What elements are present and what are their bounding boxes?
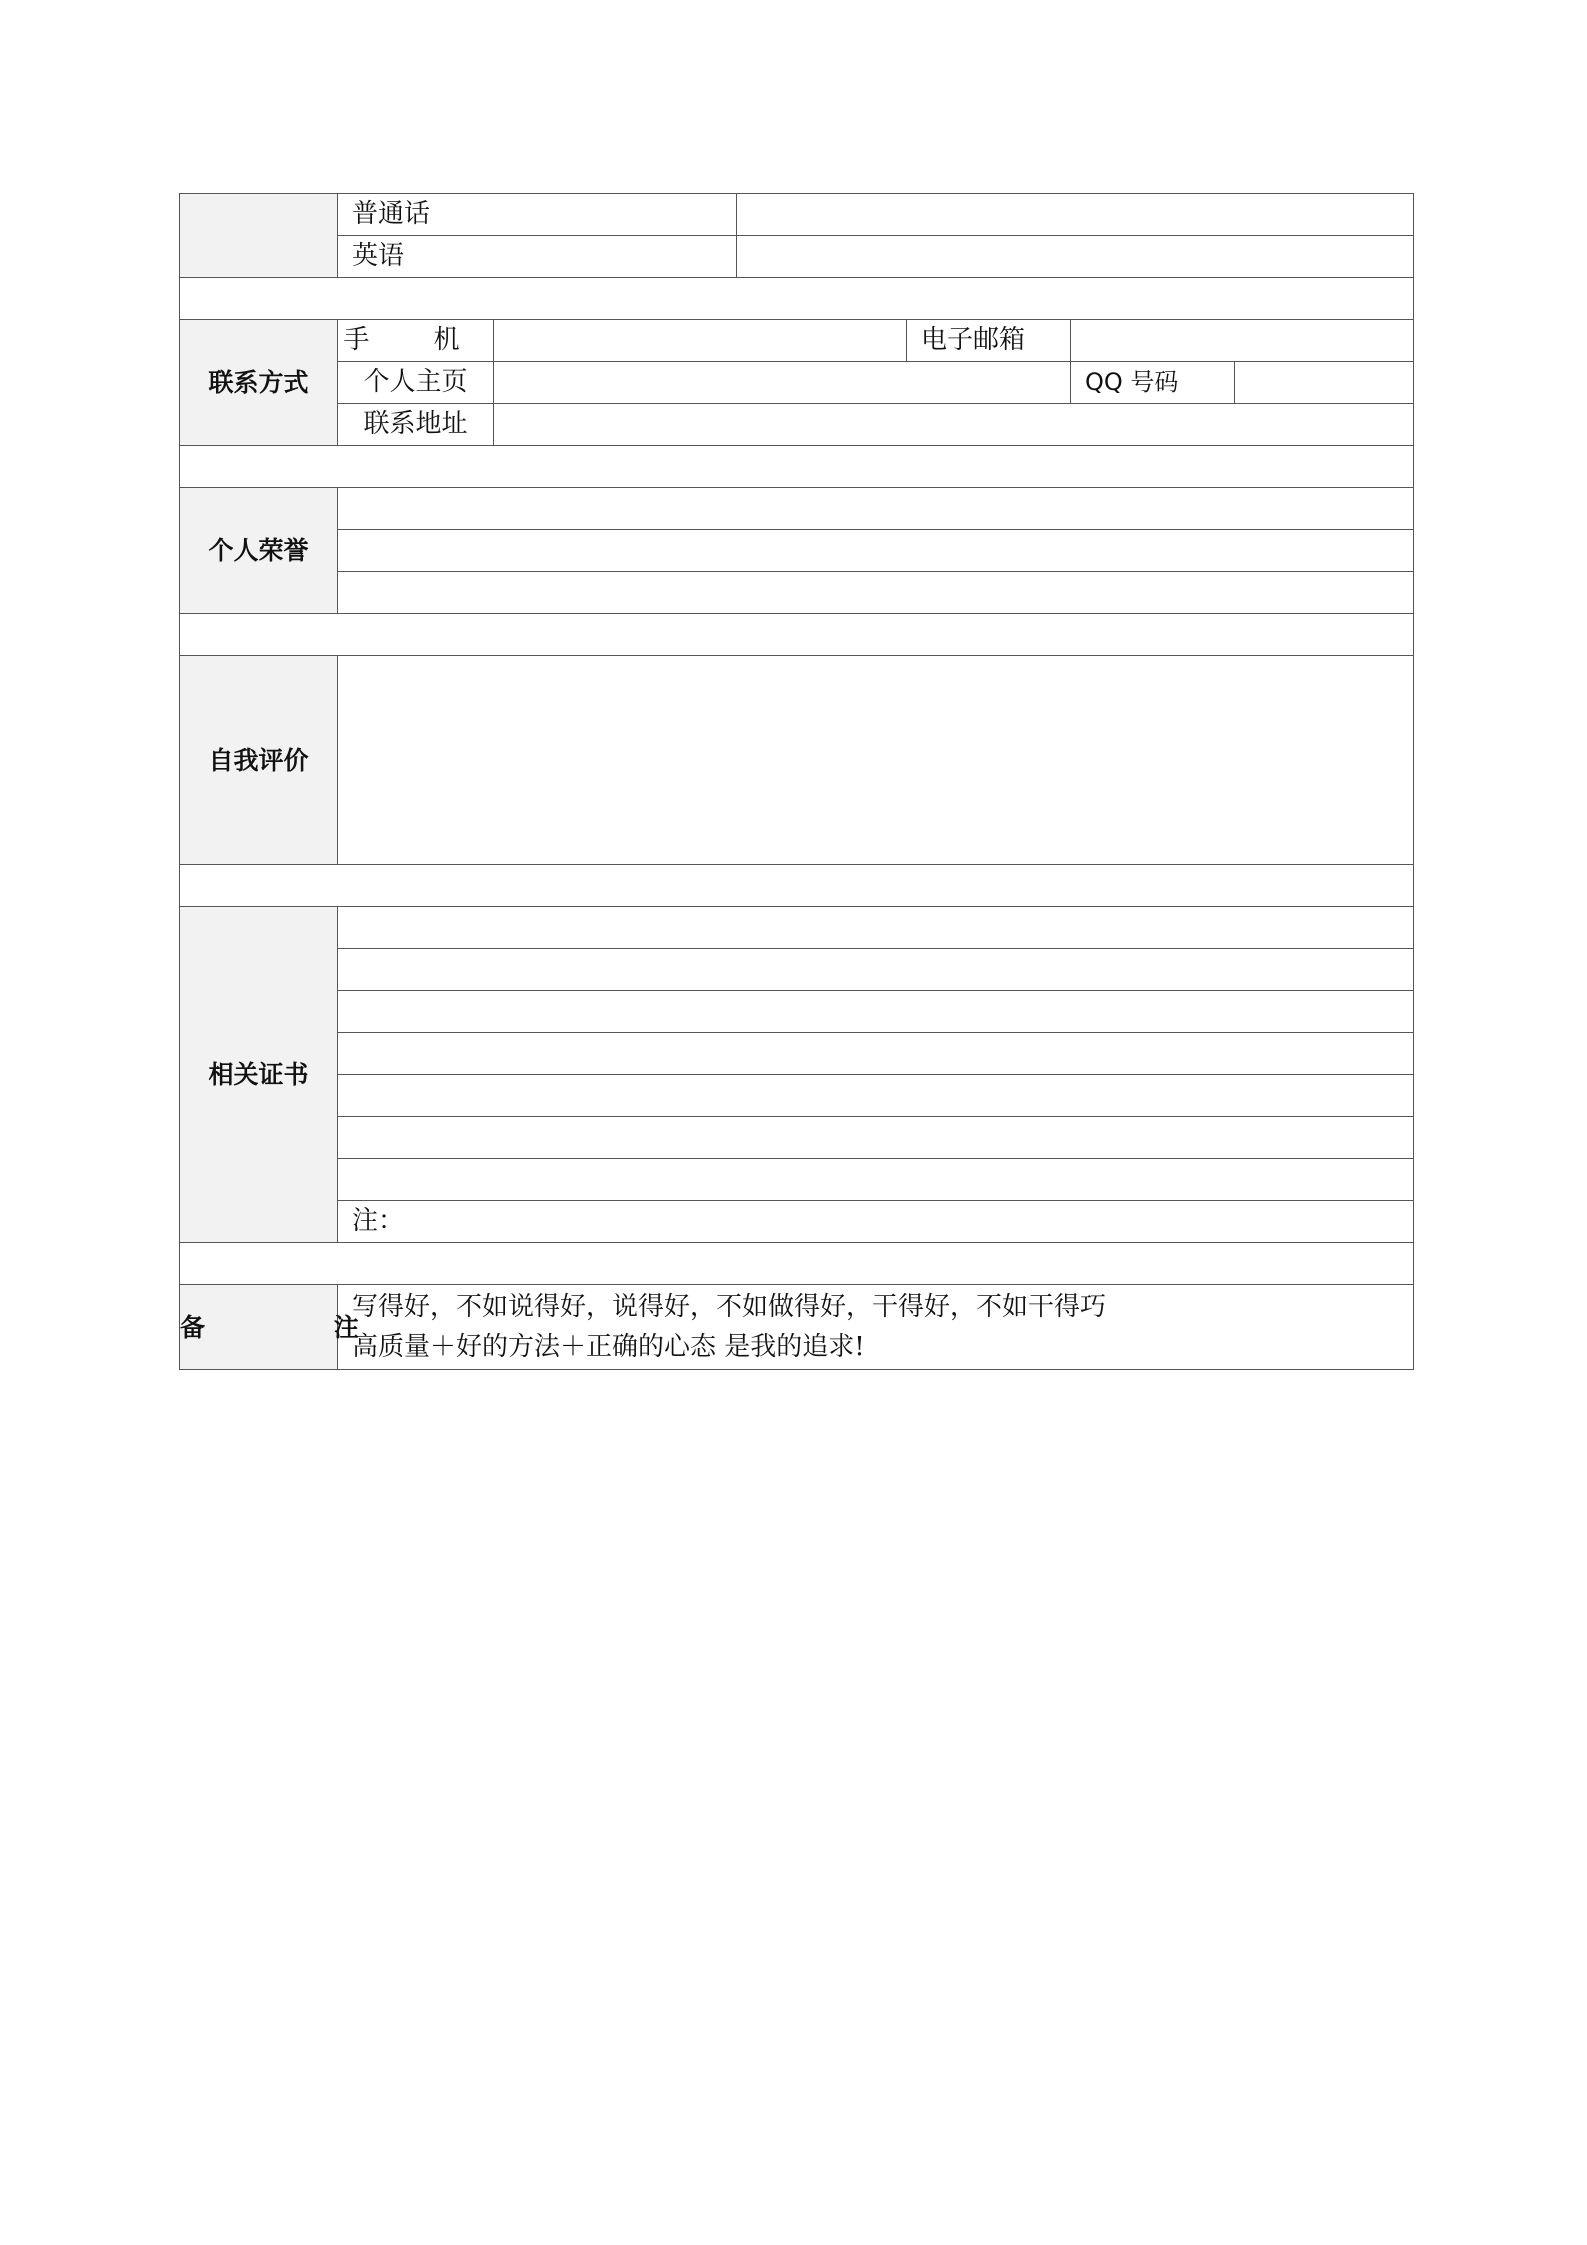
certificate-row xyxy=(180,907,1414,949)
resume-table xyxy=(179,193,1414,1370)
spacer-cell xyxy=(180,278,1414,320)
remarks-row xyxy=(180,1285,1414,1370)
phone-label: 手 机 xyxy=(338,320,494,362)
remarks-line-2: 高质量＋好的方法＋正确的心态 是我的追求! xyxy=(352,1332,865,1362)
spacer-cell xyxy=(180,1243,1414,1285)
contact-section-label: 联系方式 xyxy=(180,320,338,446)
qq-label: QQ 号码 xyxy=(1071,362,1235,403)
self-evaluation-section-label: 自我评价 xyxy=(180,656,338,865)
honor-row xyxy=(180,572,1414,614)
address-field[interactable] xyxy=(494,404,1414,446)
certificate-note: 注： xyxy=(338,1201,1414,1243)
qq-cell xyxy=(1071,362,1414,404)
email-field[interactable] xyxy=(1071,320,1414,362)
contact-row-address xyxy=(180,404,1414,446)
honor-row xyxy=(180,530,1414,572)
spacer-row xyxy=(180,1243,1414,1285)
certificate-row xyxy=(180,949,1414,991)
certificate-field[interactable] xyxy=(338,1117,1414,1159)
homepage-field[interactable] xyxy=(494,362,1071,404)
spacer-cell xyxy=(180,446,1414,488)
certificate-field[interactable] xyxy=(338,907,1414,949)
remarks-section-label: 备 注 xyxy=(180,1285,338,1370)
certificate-field[interactable] xyxy=(338,991,1414,1033)
certificate-row xyxy=(180,1201,1414,1243)
certificate-field[interactable] xyxy=(338,949,1414,991)
honor-field[interactable] xyxy=(338,488,1414,530)
honor-field[interactable] xyxy=(338,530,1414,572)
spacer-cell xyxy=(180,614,1414,656)
honor-row xyxy=(180,488,1414,530)
certificate-row xyxy=(180,1075,1414,1117)
spacer-row xyxy=(180,865,1414,907)
certificates-section-label: 相关证书 xyxy=(180,907,338,1243)
spacer-row xyxy=(180,614,1414,656)
contact-row-phone xyxy=(180,320,1414,362)
language-label-english: 英语 xyxy=(338,236,737,278)
qq-field[interactable] xyxy=(1235,362,1413,403)
certificate-row xyxy=(180,1159,1414,1201)
certificate-field[interactable] xyxy=(338,1033,1414,1075)
contact-row-homepage xyxy=(180,362,1414,404)
homepage-label: 个人主页 xyxy=(338,362,494,404)
spacer-row xyxy=(180,278,1414,320)
remarks-text xyxy=(338,1285,1414,1370)
language-section-label xyxy=(180,194,338,278)
certificate-row xyxy=(180,1117,1414,1159)
certificate-field[interactable] xyxy=(338,1159,1414,1201)
language-label-mandarin: 普通话 xyxy=(338,194,737,236)
certificate-field[interactable] xyxy=(338,1075,1414,1117)
language-value-english[interactable] xyxy=(737,236,1414,278)
phone-field[interactable] xyxy=(494,320,907,362)
spacer-cell xyxy=(180,865,1414,907)
spacer-row xyxy=(180,446,1414,488)
language-row xyxy=(180,236,1414,278)
honor-field[interactable] xyxy=(338,572,1414,614)
honors-section-label: 个人荣誉 xyxy=(180,488,338,614)
email-label: 电子邮箱 xyxy=(907,320,1071,362)
remarks-line-1: 写得好，不如说得好，说得好，不如做得好，干得好，不如干得巧 xyxy=(352,1292,1107,1322)
language-row xyxy=(180,194,1414,236)
certificate-row xyxy=(180,1033,1414,1075)
address-label: 联系地址 xyxy=(338,404,494,446)
language-value-mandarin[interactable] xyxy=(737,194,1414,236)
self-evaluation-field[interactable] xyxy=(338,656,1414,865)
self-evaluation-row xyxy=(180,656,1414,865)
certificate-row xyxy=(180,991,1414,1033)
